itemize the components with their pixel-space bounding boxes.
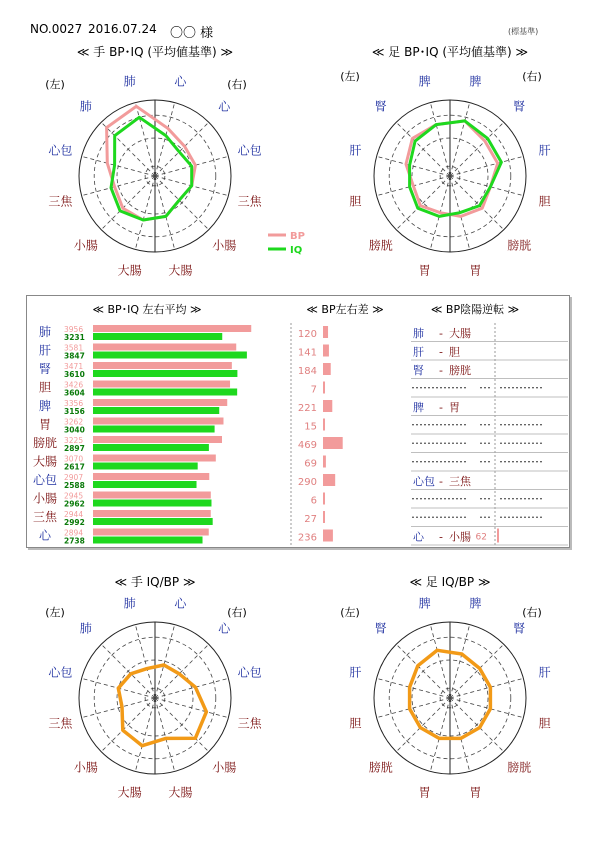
meridian-label: 腎 [38,362,52,376]
radar-spoke [450,698,504,752]
reversal-placeholder-mid: ･･･ [479,439,491,448]
radar-axis-label: 脾 [469,596,482,611]
reversal-yang: 大腸 [449,327,471,340]
bp-reversal-title: ≪ BP陰陽逆転 ≫ [430,303,520,316]
iq-avg-bar [93,370,237,377]
radar-axis-label: 胃 [418,263,431,278]
reversal-yang: 胃 [449,401,460,414]
radar-axis-label: 心 [174,74,187,89]
reversal-yin: 肝 [413,345,424,359]
right-side-label: (右) [227,606,247,619]
legend-label-iq: IQ [290,245,303,256]
reversal-placeholder-right: ･･･････････ [499,420,543,430]
record-number: NO.0027 [30,22,83,36]
bp-diff-bar [323,326,328,338]
bp-avg-bar [93,529,209,536]
radar-spoke [135,176,155,249]
standard-note: (標基準) [508,27,539,36]
radar-axis-label: 膀胱 [368,760,393,775]
meridian-label: 心 [38,528,52,543]
bp-avg-value: 3426 [64,380,84,390]
foot-bp-iq-radar-chart [295,40,595,285]
bp-diff-value: 184 [297,366,317,377]
bp-avg-bar [93,399,227,406]
bp-avg-bar [93,362,232,369]
radar-spoke [396,176,450,230]
reversal-placeholder: ･･････････････ [411,457,467,467]
bp-avg-bar [93,381,230,388]
bp-diff-bar [323,456,326,468]
radar-spoke [450,625,470,698]
radar-axis-label: 心包 [237,665,262,680]
radar-spoke [155,678,228,698]
reversal-yang: 小腸 [449,530,471,544]
meridian-label: 肝 [38,343,52,358]
bp-avg-bar [93,473,209,480]
reversal-yin: 心 [413,530,424,544]
iq-avg-value: 2962 [64,499,85,509]
meridian-label: 胆 [38,380,52,395]
radar-spoke [135,698,155,771]
radar-axis-label: 脾 [469,74,482,89]
left-side-label: (左) [340,606,360,619]
bp-diff-bar [323,382,325,394]
iq-avg-value: 2897 [64,444,85,453]
radar-axis-label: 肺 [79,621,92,636]
radar-spoke [101,176,155,230]
radar-axis-label: 三焦 [48,194,73,209]
radar-axis-label: 腎 [374,621,387,636]
radar-axis-label: 心包 [48,143,73,158]
radar-axis-label: 腎 [513,621,526,636]
bp-avg-value: 2894 [64,528,84,538]
radar-series-iq [111,117,192,220]
meridian-label: 三焦 [32,510,58,524]
bp-avg-value: 3956 [64,325,84,334]
bp-diff-bar [323,474,335,486]
iq-avg-value: 2617 [64,462,85,472]
radar-axis-label: 腎 [374,99,387,114]
iq-avg-bar [93,537,203,544]
radar-spoke [135,625,155,698]
bp-diff-bar [323,400,332,412]
bp-diff-bar [323,345,329,357]
radar-spoke [155,122,209,176]
reversal-placeholder-right: ･･･････････ [499,457,543,467]
reversal-separator: - [439,475,443,488]
bp-avg-bar [93,510,211,517]
bp-avg-bar [93,492,211,499]
radar-axis-label: 心 [218,621,231,636]
reversal-bar [497,529,499,543]
hand-bp-iq-radar-chart [0,40,305,285]
bp-diff-bar [323,511,325,523]
meridian-label: 脾 [38,399,52,413]
iq-avg-value: 3604 [64,388,85,398]
bp-avg-value: 3471 [64,362,84,371]
meridian-label: 大腸 [32,454,58,469]
iq-avg-value: 3040 [64,425,85,435]
meridian-label: 肺 [38,325,52,339]
bp-avg-value: 3225 [64,436,84,445]
radar-axis-label: 肝 [538,143,551,158]
iq-avg-bar [93,407,219,414]
reversal-placeholder-mid: ･･･ [479,457,491,467]
bp-diff-title: ≪ BP左右差 ≫ [306,303,384,316]
bp-diff-value: 15 [304,421,317,433]
reversal-value: 62 [475,532,487,543]
bp-avg-value: 2907 [64,473,84,482]
radar-spoke [430,625,450,698]
left-side-label: (左) [45,78,65,91]
reversal-placeholder: ･･････････････ [411,420,467,430]
radar-axis-label: 大腸 [168,785,193,800]
radar-axis-label: 小腸 [212,760,237,775]
reversal-separator: - [439,364,443,377]
radar-axis-label: 大腸 [117,263,142,278]
bp-diff-value: 141 [297,347,317,359]
radar-axis-label: 肝 [349,143,362,158]
chart-title: ≪ 手 IQ/BP ≫ [114,575,196,589]
radar-axis-label: 胆 [538,194,551,209]
reversal-separator: - [439,530,443,544]
iq-avg-bar [93,463,198,470]
radar-spoke [101,644,155,698]
reversal-yang: 胆 [449,345,460,359]
bp-diff-bar [323,530,333,542]
radar-spoke [155,644,209,698]
bp-avg-bar [93,436,222,443]
radar-axis-label: 心 [174,596,187,611]
reversal-placeholder-mid: ･･･ [479,513,491,522]
bp-avg-value: 2944 [64,510,84,519]
bp-diff-bar [323,419,325,431]
reversal-placeholder: ･･････････････ [411,383,467,393]
radar-axis-label: 大腸 [117,785,142,800]
left-side-label: (左) [340,70,360,83]
radar-axis-label: 胃 [418,785,431,800]
radar-spoke [155,176,175,249]
radar-spoke [396,122,450,176]
bp-avg-bar [93,344,236,351]
bp-diff-bar [323,363,331,375]
reversal-placeholder: ･･････････････ [411,439,467,448]
reversal-yang: 三焦 [449,475,471,488]
radar-axis-label: 三焦 [237,194,262,209]
bp-diff-value: 290 [297,477,317,488]
radar-spoke [155,698,228,718]
iq-avg-value: 3156 [64,407,85,416]
reversal-separator: - [439,327,443,340]
reversal-yin: 脾 [413,401,424,414]
meridian-label: 膀胱 [32,436,58,450]
reversal-placeholder-mid: ･･･ [479,494,491,504]
foot-iq-bp-radar-chart [295,570,595,825]
bp-diff-value: 6 [310,495,317,507]
bp-diff-value: 27 [304,514,317,525]
radar-axis-label: 胃 [469,263,482,278]
meridian-label: 胃 [38,417,52,432]
right-side-label: (右) [522,70,542,83]
bp-avg-bar [93,418,223,425]
radar-spoke [450,156,523,176]
bp-avg-value: 3262 [64,417,84,427]
bp-avg-title: ≪ BP･IQ 左右平均 ≫ [92,303,202,316]
radar-spoke [377,156,450,176]
radar-axis-label: 大腸 [168,263,193,278]
iq-avg-value: 2992 [64,518,85,527]
radar-axis-label: 脾 [418,596,431,611]
radar-spoke [396,698,450,752]
reversal-separator: - [439,345,443,359]
radar-axis-label: 胃 [469,785,482,800]
bp-avg-value: 2945 [64,491,84,501]
radar-axis-label: 小腸 [73,760,98,775]
radar-axis-label: 肺 [123,74,136,89]
bp-avg-bar [93,455,216,462]
meridian-label: 心包 [32,473,58,487]
reversal-separator: - [439,401,443,414]
legend-label-bp: BP [290,231,305,242]
radar-axis-label: 腎 [513,99,526,114]
reversal-placeholder-right: ･･･････････ [499,439,543,448]
iq-avg-bar [93,444,209,451]
radar-spoke [155,625,175,698]
reversal-yin: 心包 [413,475,435,488]
radar-axis-label: 胆 [349,716,362,731]
reversal-placeholder-right: ･･･････････ [499,494,543,504]
iq-avg-value: 3610 [64,370,85,379]
radar-spoke [450,176,504,230]
radar-axis-label: 小腸 [73,238,98,253]
right-side-label: (右) [522,606,542,619]
record-date: 2016.07.24 [88,22,157,36]
bp-iq-summary-panel [26,295,570,548]
radar-spoke [155,103,175,176]
left-side-label: (左) [45,606,65,619]
reversal-placeholder-right: ･･･････････ [499,383,543,393]
iq-avg-bar [93,481,197,488]
reversal-placeholder-right: ･･･････････ [499,513,543,522]
meridian-label: 小腸 [32,491,58,506]
bp-avg-bar [93,325,251,332]
radar-axis-label: 肝 [349,665,362,680]
radar-axis-label: 三焦 [237,716,262,731]
iq-avg-bar [93,426,215,433]
chart-title: ≪ 手 BP･IQ (平均値基準) ≫ [76,45,234,59]
radar-axis-label: 膀胱 [507,760,532,775]
radar-axis-label: 膀胱 [507,238,532,253]
radar-axis-label: 胆 [538,716,551,731]
bp-avg-value: 3070 [64,454,84,464]
bp-diff-value: 469 [297,440,317,451]
bp-diff-value: 221 [297,403,317,414]
bp-diff-value: 236 [297,532,317,544]
bp-diff-value: 120 [297,329,317,340]
bp-avg-value: 3356 [64,399,84,408]
radar-axis-label: 胆 [349,194,362,209]
right-side-label: (右) [227,78,247,91]
radar-axis-label: 小腸 [212,238,237,253]
iq-avg-value: 3847 [64,351,85,361]
radar-spoke [155,698,175,771]
radar-axis-label: 肺 [79,99,92,114]
chart-title: ≪ 足 IQ/BP ≫ [409,575,491,589]
radar-axis-label: 三焦 [48,716,73,731]
radar-axis-label: 肝 [538,665,551,680]
bp-diff-bar [323,493,325,505]
radar-axis-label: 膀胱 [368,238,393,253]
iq-avg-bar [93,333,222,340]
bp-diff-value: 69 [304,458,317,470]
bp-iq-summary-chart [27,296,569,547]
radar-spoke [450,103,470,176]
iq-avg-value: 3231 [64,333,85,342]
reversal-yin: 腎 [413,364,424,377]
radar-axis-label: 心 [218,99,231,114]
radar-spoke [82,156,155,176]
iq-avg-value: 2588 [64,481,85,490]
radar-axis-label: 心包 [237,143,262,158]
radar-spoke [155,176,209,230]
chart-title: ≪ 足 BP･IQ (平均値基準) ≫ [371,45,529,59]
radar-axis-label: 脾 [418,74,431,89]
reversal-yang: 膀胱 [449,364,471,377]
iq-avg-value: 2738 [64,536,85,546]
radar-spoke [82,698,155,718]
bp-diff-value: 7 [310,384,317,396]
bp-avg-value: 3581 [64,343,84,353]
hand-iq-bp-radar-chart [0,570,300,825]
radar-axis-label: 心包 [48,665,73,680]
radar-axis-label: 肺 [123,596,136,611]
reversal-placeholder-mid: ･･･ [479,420,491,430]
reversal-placeholder: ･･････････････ [411,513,467,522]
reversal-yin: 肺 [413,327,424,340]
iq-avg-bar [93,518,213,525]
iq-avg-bar [93,500,211,507]
patient-name: 〇〇 様 [170,26,214,41]
bp-diff-bar [323,437,343,449]
iq-avg-bar [93,389,237,396]
reversal-placeholder: ･･････････････ [411,494,467,504]
reversal-placeholder-mid: ･･･ [479,383,491,393]
radar-spoke [430,103,450,176]
iq-avg-bar [93,352,247,359]
